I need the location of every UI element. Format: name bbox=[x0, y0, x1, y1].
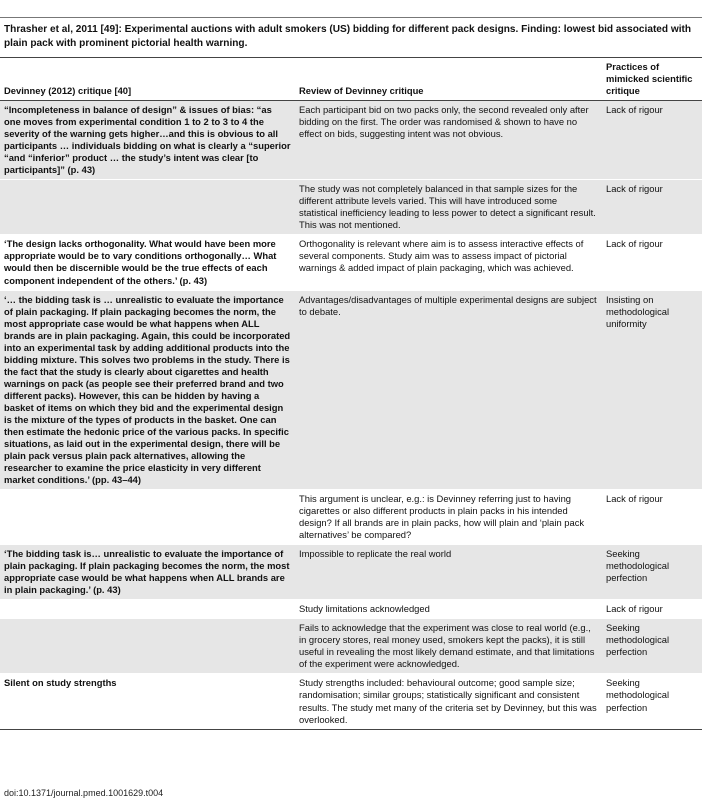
critique-cell: Silent on study strengths bbox=[0, 674, 295, 729]
header-review: Review of Devinney critique bbox=[295, 58, 602, 101]
practice-cell: Lack of rigour bbox=[602, 600, 702, 619]
top-rule bbox=[0, 17, 702, 18]
review-cell: Impossible to replicate the real world bbox=[295, 545, 602, 600]
critique-cell: ‘The bidding task is… unrealistic to evaluate the importance of plain packaging. If plain packaging becomes the norm, the most appropriate case would be what happens when ALL brands are in plain packaging.’ (p. 43) bbox=[0, 545, 295, 600]
review-cell: Advantages/disadvantages of multiple experimental designs are subject to debate. bbox=[295, 290, 602, 490]
table-row bbox=[0, 619, 702, 674]
practice-cell: Seeking methodological perfection bbox=[602, 674, 702, 729]
header-critique: Devinney (2012) critique [40] bbox=[0, 58, 295, 101]
practice-cell: Seeking methodological perfection bbox=[602, 619, 702, 674]
critique-table bbox=[0, 57, 702, 730]
review-cell: The study was not completely balanced in that sample sizes for the different attribute levels varied. This will have introduced some statistical inefficiency leading to less power to detect a significant result. This was not mentioned. bbox=[295, 180, 602, 235]
practice-cell: Lack of rigour bbox=[602, 235, 702, 290]
practice-cell: Lack of rigour bbox=[602, 180, 702, 235]
critique-cell bbox=[0, 180, 295, 235]
header-row bbox=[0, 58, 702, 101]
review-cell: Fails to acknowledge that the experiment was close to real world (e.g., in grocery stores, real money used, smokers kept the packs), it is still useful in revealing the most likely demand estimate, and that limitations of the experiment were acknowledged. bbox=[295, 619, 602, 674]
doi-link[interactable]: doi:10.1371/journal.pmed.1001629.t004 bbox=[4, 788, 164, 798]
table-caption: Thrasher et al, 2011 [49]: Experimental auctions with adult smokers (US) bidding for different pack designs. Finding: lowest bid associated with plain pack with prominent pictorial health warning. bbox=[4, 24, 692, 49]
table-row bbox=[0, 490, 702, 545]
table-row bbox=[0, 290, 702, 490]
practice-cell: Seeking methodological perfection bbox=[602, 545, 702, 600]
critique-cell: “Incompleteness in balance of design” & issues of bias: “as one moves from experimental condition 1 to 2 to 3 to 4 the severity of the warning gets higher…and this is obvious to all participants … individuals bidding on what is clearly a “superior “and “inferior” product … the study’s intent was clear [to participants]” (p. 43) bbox=[0, 101, 295, 180]
review-cell: This argument is unclear, e.g.: is Devinney referring just to having cigarettes or also different products in plain packs in his intended design? If all brands are in plain packs, how will plain and ‘plain pack alternatives’ be compared? bbox=[295, 490, 602, 545]
practice-cell: Insisting on methodological uniformity bbox=[602, 290, 702, 490]
header-practice: Practices of mimicked scientific critique bbox=[602, 58, 702, 101]
practice-cell: Lack of rigour bbox=[602, 490, 702, 545]
critique-cell bbox=[0, 600, 295, 619]
table-row bbox=[0, 101, 702, 180]
table-row bbox=[0, 545, 702, 600]
practice-cell: Lack of rigour bbox=[602, 101, 702, 180]
critique-cell bbox=[0, 619, 295, 674]
table-row bbox=[0, 235, 702, 290]
critique-cell: ‘… the bidding task is … unrealistic to evaluate the importance of plain packaging. If plain packaging becomes the norm, the most appropriate case would be what happens when ALL brands are in plain packaging. Again, this could be incorporated into an experimental task by adding additional products into the bidding mixture. This solves two problems in the study. There is the fact that the study is clearly about cigarettes and health warnings on pack (as people see their preferred brand and two different packs). However, this can be hidden by having a basket of items on which they bid and the experimental design is the mixture of the types of products in the basket. One can then estimate the hedonic price of the various packs. In specific situations, as laid out in the experimental design, there will be plain pack versus plain pack alternatives, allowing the researcher to examine the price elasticity in very different market conditions.’ (pp. 43–44) bbox=[0, 290, 295, 490]
critique-cell bbox=[0, 490, 295, 545]
review-cell: Study strengths included: behavioural outcome; good sample size; randomisation; similar groups; statistically significant and consistent results. The study met many of the criteria set by Devinney, but this was overlooked. bbox=[295, 674, 602, 729]
table-row bbox=[0, 674, 702, 729]
review-cell: Study limitations acknowledged bbox=[295, 600, 602, 619]
table-row bbox=[0, 600, 702, 619]
critique-cell: ‘The design lacks orthogonality. What would have been more appropriate would be to vary conditions orthogonally… What would then be discernible would be the true effects of each component independent of the others.’ (p. 43) bbox=[0, 235, 295, 290]
table-row bbox=[0, 180, 702, 235]
review-cell: Each participant bid on two packs only, the second revealed only after bidding on the first. The order was randomised & shown to have no effect on bids, suggesting intent was not obvious. bbox=[295, 101, 602, 180]
review-cell: Orthogonality is relevant where aim is to assess interactive effects of several components. Study aim was to assess impact of pictorial warnings & added impact of plain packaging, which was achieved. bbox=[295, 235, 602, 290]
